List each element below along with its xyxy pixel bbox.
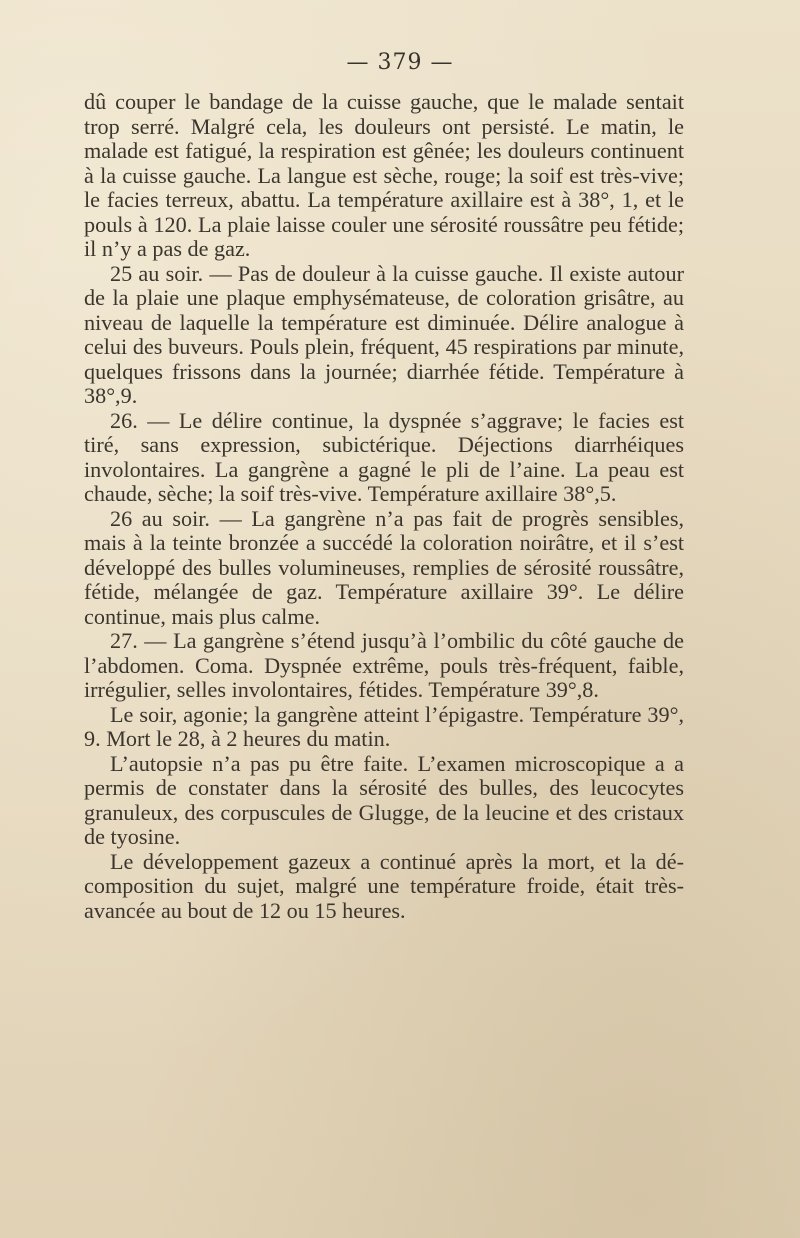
page-number: — 379 — (346, 50, 454, 75)
paragraph-4: 26 au soir. — La gangrène n’a pas fait de progrès sensibles, mais à la teinte bronzée a succédé la coloration noirâtre, et il s’est développé des bulles volumineuses, remplies de sérosité roussâtre, fétide, mélangée de gaz. Température axillaire 39°. Le délire continue, mais plus calme. (84, 505, 684, 629)
paragraph-7: L’autopsie n’a pas pu être faite. L’examen microscopique a a permis de constater dans la sérosité des bulles, des leucocytes granuleux, des corpuscules de Glugge, de la leucine et des cristaux de tyosine. (84, 750, 684, 849)
paragraph-1: dû couper le bandage de la cuisse gauche, que le malade sentait trop serré. Malgré cela, les douleurs ont persisté. Le matin, le malade est fatigué, la respiration est gênée; les douleurs continuent à la cuisse gauche. La langue est sèche, rouge; la soif est très-vive; le facies terreux, abattu. La température axillaire est à 38°, 1, et le pouls à 120. La plaie laisse couler une sérosité roussâtre peu fétide; il n’y a pas de gaz. (84, 89, 684, 261)
paragraph-8: Le développement gazeux a continué après la mort, et la décomposition du sujet, malgré une température froide, était très-avancée au bout de 12 ou 15 heures. (84, 848, 684, 923)
paragraph-2: 25 au soir. — Pas de douleur à la cuisse gauche. Il existe autour de la plaie une plaque emphysémateuse, de coloration grisâtre, au niveau de laquelle la température est diminuée. Délire analogue à celui des buveurs. Pouls plein, fréquent, 45 respirations par minute, quelques frissons dans la journée; diarrhée fétide. Température à 38°,9. (84, 260, 684, 408)
paragraph-6: Le soir, agonie; la gangrène atteint l’épigastre. Température 39°, 9. Mort le 28, à 2 heures du matin. (84, 701, 684, 751)
paragraph-3: 26. — Le délire continue, la dyspnée s’aggrave; le facies est tiré, sans expression, subictérique. Déjections diarrhéiques involontaires. La gangrène a gagné le pli de l’aine. La peau est chaude, sèche; la soif très-vive. Température axillaire 38°,5. (84, 407, 684, 506)
paragraph-5: 27. — La gangrène s’étend jusqu’à l’ombilic du côté gauche de l’abdomen. Coma. Dyspnée extrême, pouls très-fréquent, faible, irrégulier, selles involontaires, fétides. Température 39°,8. (84, 628, 684, 702)
page-body (84, 90, 684, 923)
